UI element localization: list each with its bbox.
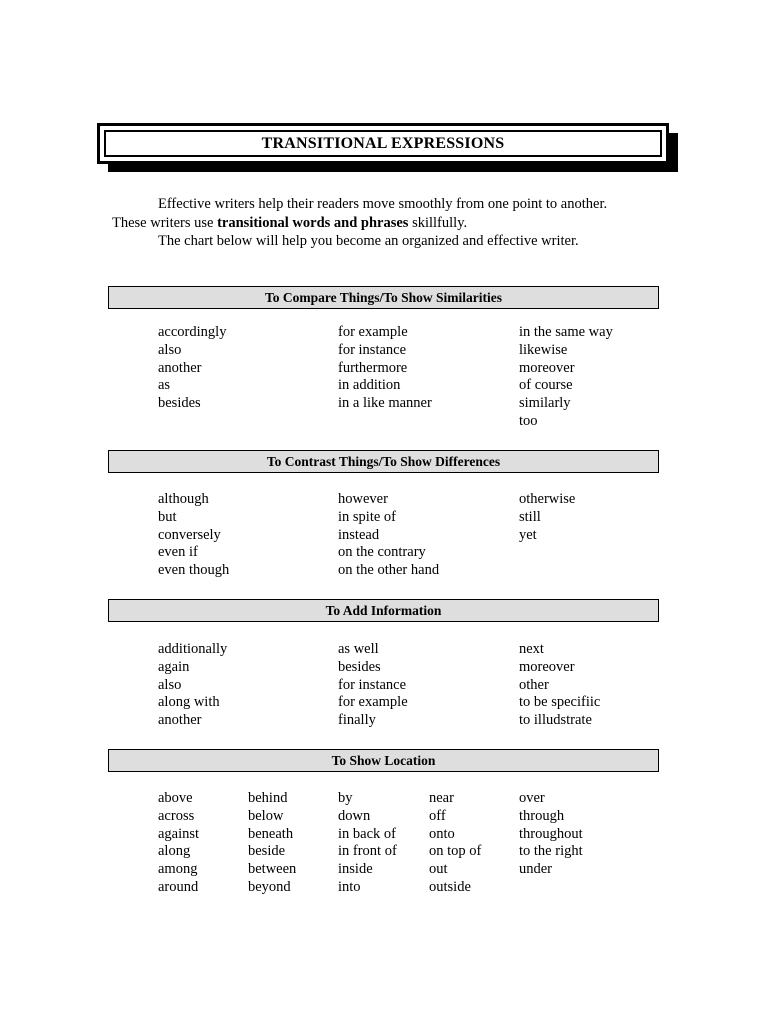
intro-line-1: Effective writers help their readers move smoothly from one point to another.: [158, 196, 608, 212]
word-item: in a like manner: [338, 395, 432, 412]
word-item: besides: [338, 658, 381, 675]
word-item: in addition: [338, 377, 401, 394]
word-item: similarly: [519, 395, 571, 412]
section-header-contrast: To Contrast Things/To Show Differences: [108, 450, 659, 473]
word-item: in front of: [338, 843, 397, 860]
word-column: [158, 324, 226, 413]
word-item: for instance: [338, 341, 407, 358]
word-item: beneath: [248, 825, 294, 842]
word-item: for example: [338, 324, 408, 340]
word-item: outside: [429, 878, 471, 895]
word-item: although: [158, 491, 209, 507]
word-item: moreover: [519, 359, 575, 376]
word-column: [519, 324, 613, 431]
intro-line-3: The chart below will help you become an organized and effective writer.: [158, 233, 579, 249]
word-column: [338, 641, 408, 730]
word-item: into: [338, 878, 361, 895]
word-item: on the contrary: [338, 544, 426, 561]
word-item: between: [248, 861, 297, 878]
word-item: down: [338, 807, 371, 824]
word-column: [338, 324, 432, 413]
word-item: also: [158, 676, 182, 693]
word-item: but: [158, 508, 177, 525]
word-item: along: [158, 843, 191, 860]
word-item: furthermore: [338, 359, 408, 376]
word-item: under: [519, 861, 553, 878]
word-item: finally: [338, 712, 376, 729]
word-column: [519, 790, 583, 879]
intro-paragraph: [112, 195, 672, 251]
word-item: against: [158, 825, 200, 842]
intro-line-2: [112, 214, 672, 233]
word-item: by: [338, 790, 353, 806]
title-box: [97, 123, 669, 164]
word-item: to illudstrate: [519, 712, 592, 729]
word-item: as: [158, 377, 171, 394]
word-item: out: [429, 861, 448, 878]
word-item: off: [429, 807, 446, 824]
word-item: on the other hand: [338, 562, 440, 579]
word-item: behind: [248, 790, 288, 806]
word-item: onto: [429, 825, 455, 842]
word-item: conversely: [158, 526, 221, 543]
word-item: yet: [519, 526, 537, 543]
word-item: accordingly: [158, 324, 227, 340]
word-item: for instance: [338, 676, 407, 693]
word-item: on top of: [429, 843, 482, 860]
word-item: in spite of: [338, 508, 396, 525]
page-title: TRANSITIONAL EXPRESSIONS: [104, 130, 662, 157]
word-item: moreover: [519, 658, 575, 675]
word-item: other: [519, 676, 549, 693]
word-item: even if: [158, 544, 198, 561]
word-item: beyond: [248, 878, 291, 895]
intro-line-2-bold: transitional words and phrases: [217, 214, 409, 231]
word-item: over: [519, 790, 545, 806]
word-column: [519, 491, 575, 544]
word-item: near: [429, 790, 454, 806]
word-item: too: [519, 412, 538, 429]
word-item: another: [158, 712, 202, 729]
word-item: through: [519, 807, 565, 824]
word-item: inside: [338, 861, 373, 878]
word-item: as well: [338, 641, 379, 657]
section-header-location: To Show Location: [108, 749, 659, 772]
word-item: to the right: [519, 843, 583, 860]
word-item: along with: [158, 694, 220, 711]
intro-line-2-prefix: These writers use: [112, 214, 218, 231]
word-item: even though: [158, 562, 230, 579]
word-item: around: [158, 878, 199, 895]
word-item: instead: [338, 526, 380, 543]
section-header-add-information: To Add Information: [108, 599, 659, 622]
word-column: [429, 790, 481, 897]
word-column: [158, 491, 229, 580]
word-item: below: [248, 807, 284, 824]
word-item: otherwise: [519, 491, 576, 507]
word-column: [338, 491, 439, 580]
word-item: still: [519, 508, 541, 525]
word-item: again: [158, 658, 190, 675]
word-item: in back of: [338, 825, 396, 842]
word-item: for example: [338, 694, 408, 711]
word-item: throughout: [519, 825, 583, 842]
word-column: [158, 641, 227, 730]
word-item: another: [158, 359, 202, 376]
word-item: besides: [158, 395, 201, 412]
word-item: beside: [248, 843, 286, 860]
word-item: likewise: [519, 341, 568, 358]
title-banner: [97, 123, 669, 163]
word-item: of course: [519, 377, 573, 394]
word-column: [158, 790, 199, 897]
word-item: also: [158, 341, 182, 358]
word-item: among: [158, 861, 198, 878]
intro-line-2-suffix: skillfully.: [408, 214, 468, 231]
section-header-compare: To Compare Things/To Show Similarities: [108, 286, 659, 309]
word-column: [338, 790, 397, 897]
word-item: in the same way: [519, 324, 613, 340]
word-item: to be specifiic: [519, 694, 601, 711]
word-column: [248, 790, 296, 897]
word-item: above: [158, 790, 193, 806]
word-item: across: [158, 807, 195, 824]
word-item: however: [338, 491, 388, 507]
word-column: [519, 641, 600, 730]
word-item: additionally: [158, 641, 228, 657]
word-item: next: [519, 641, 544, 657]
